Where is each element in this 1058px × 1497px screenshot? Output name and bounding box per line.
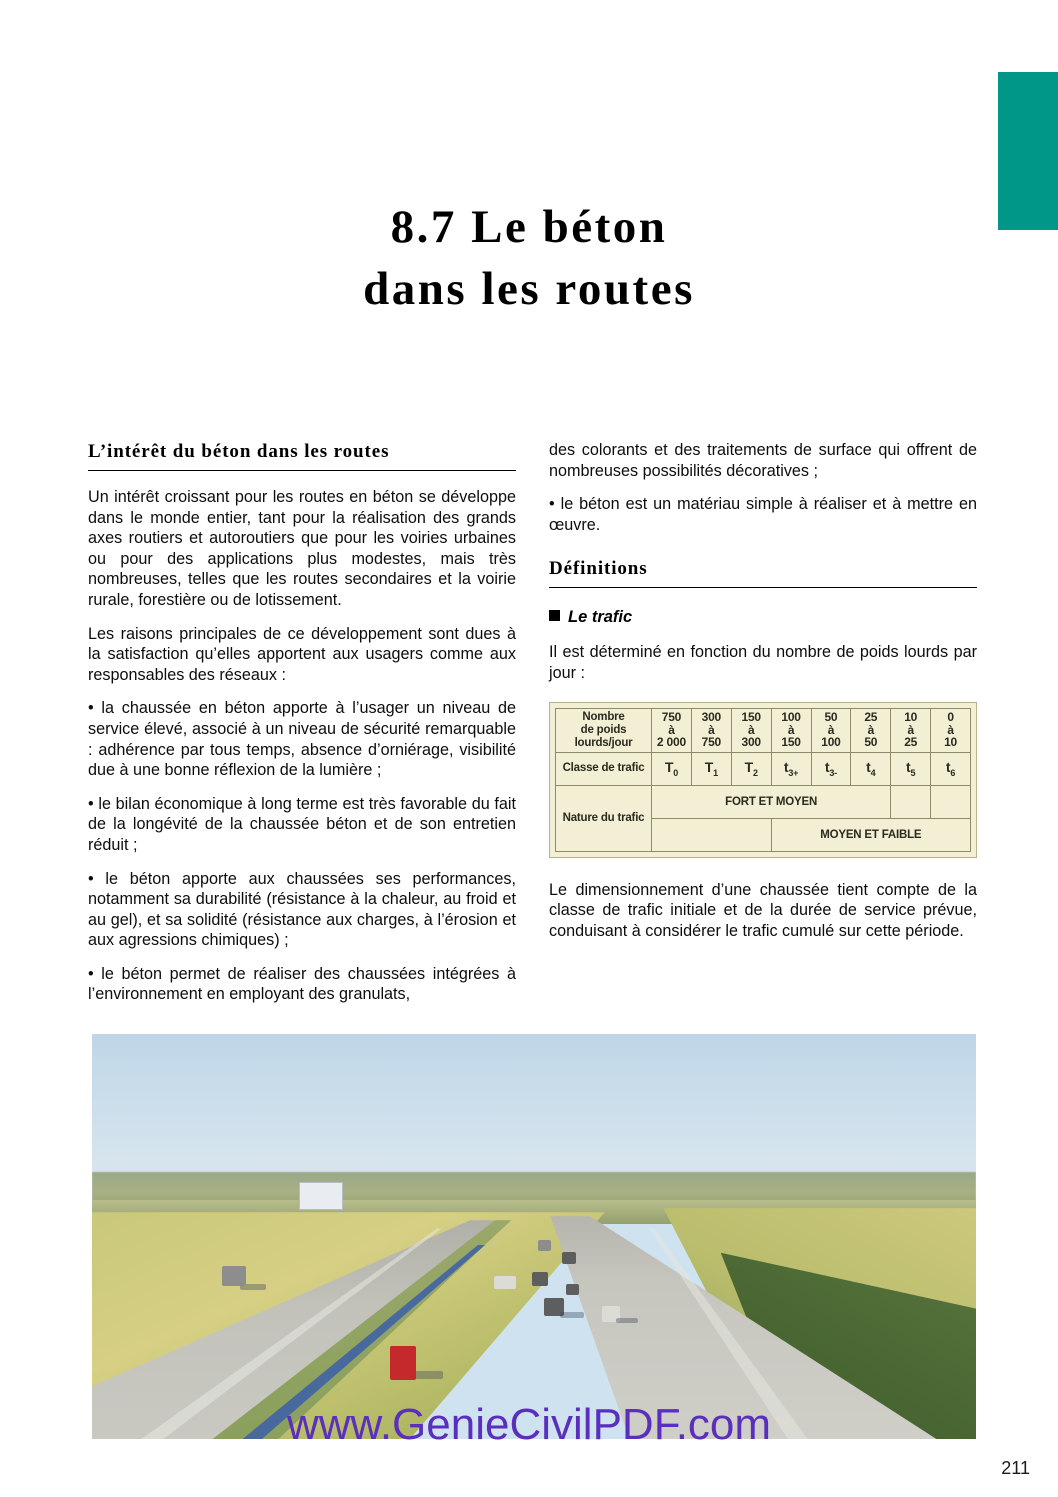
poids-to-4: 100 xyxy=(821,735,841,750)
cell-nature-fort-moyen: FORT ET MOYEN xyxy=(652,785,891,818)
label-poids-line1: Nombre xyxy=(582,710,625,723)
photo-car-red xyxy=(390,1346,416,1380)
classe-sub-3: 3+ xyxy=(788,767,799,778)
trafic-table-wrapper xyxy=(549,702,977,858)
paragraph-dimensionnement: Le dimensionnement d’une chaussée tient compte de la classe de trafic initiale et de la durée de service prévue, conduisant à considérer le trafic cumulé sur cette période. xyxy=(549,880,977,940)
poids-to-2: 300 xyxy=(741,735,761,750)
poids-from-0: 750 xyxy=(661,710,682,725)
cell-classe-5 xyxy=(851,752,891,785)
body-columns xyxy=(88,440,978,1018)
classe-base-4: t xyxy=(824,759,830,776)
classe-sub-5: 4 xyxy=(870,767,876,778)
poids-sep-0: à xyxy=(668,722,675,737)
classe-base-7: t xyxy=(945,759,951,776)
cell-poids-4 xyxy=(811,708,851,752)
paragraph-intro: Un intérêt croissant pour les routes en béton se développe dans le monde entier, tant pour la réalisation des grands axes routiers et autoroutiers que pour les voiries urbaines ou pour des applications plus modestes, mais très nombreuses, telles que les routes secondaires et la voirie rurale, forestière ou de lotissement. xyxy=(88,488,516,609)
classe-base-1: T xyxy=(704,759,714,776)
bullet-chaussee-beton: • la chaussée en béton apporte à l’usager un niveau de service élevé, associé à un niveau de sécurité remarquable : adhérence par tous temps, absence d’orniérage, visibilité due à une bonne réflexion de la lumière ; xyxy=(88,699,516,780)
definitions-rule xyxy=(549,587,977,588)
cell-poids-5 xyxy=(851,708,891,752)
subheading-le-trafic-label: Le trafic xyxy=(568,608,633,627)
poids-sep-6: à xyxy=(907,722,914,737)
cell-nature-fort-blank-2 xyxy=(931,785,971,818)
paragraph-trafic-intro: Il est déterminé en fonction du nombre de poids lourds par jour : xyxy=(549,643,977,682)
cell-classe-4 xyxy=(811,752,851,785)
classe-base-0: T xyxy=(664,759,674,776)
poids-from-2: 150 xyxy=(741,710,761,725)
cell-classe-3 xyxy=(771,752,811,785)
right-column xyxy=(549,440,977,1018)
page-title-line-2: dans les routes xyxy=(363,263,695,315)
poids-sep-7: à xyxy=(947,722,954,737)
table-row-poids xyxy=(556,708,971,752)
page-title-line-1: 8.7 Le béton xyxy=(390,201,668,253)
cell-poids-0 xyxy=(652,708,692,752)
subheading-le-trafic xyxy=(549,608,977,627)
paragraph-continuation: des colorants et des traitements de surface qui offrent de nombreuses possibilités décoratives ; xyxy=(549,441,977,480)
classe-sub-0: 0 xyxy=(673,767,679,778)
photo-car-distant xyxy=(562,1252,576,1264)
classe-base-5: t xyxy=(866,759,871,776)
cell-poids-1 xyxy=(691,708,731,752)
photo-car-grey xyxy=(222,1266,246,1286)
highway-photo xyxy=(92,1034,976,1439)
poids-to-3: 150 xyxy=(781,735,801,750)
cell-nature-moyen-blank xyxy=(652,818,772,851)
poids-sep-1: à xyxy=(708,722,715,737)
poids-from-5: 25 xyxy=(864,710,878,725)
classe-sub-6: 5 xyxy=(910,767,916,778)
label-poids-line3: lourds/jour xyxy=(574,736,633,749)
poids-to-0: 2 000 xyxy=(656,735,686,750)
poids-sep-3: à xyxy=(787,722,795,737)
classe-base-3: t xyxy=(783,759,789,776)
cell-poids-7 xyxy=(931,708,971,752)
section-heading-interet: L’intérêt du béton dans les routes xyxy=(88,441,390,462)
watermark: www.GenieCivilPDF.com xyxy=(286,1400,772,1449)
page-title xyxy=(0,196,1058,320)
poids-to-5: 50 xyxy=(864,735,878,750)
section-heading-definitions: Définitions xyxy=(549,558,648,580)
page-number: 211 xyxy=(1001,1458,1030,1478)
cell-nature-moyen-faible: MOYEN ET FAIBLE xyxy=(771,818,970,851)
classe-base-2: T xyxy=(744,759,753,776)
classe-sub-1: 1 xyxy=(713,767,718,778)
cell-nature-fort-blank-1 xyxy=(891,785,931,818)
classe-sub-2: 2 xyxy=(752,767,758,778)
photo-billboard xyxy=(299,1182,343,1210)
cell-label-classe: Classe de trafic xyxy=(556,752,652,785)
photo-car-shadow xyxy=(560,1312,584,1318)
photo-car-distant xyxy=(532,1272,548,1286)
cell-classe-6 xyxy=(891,752,931,785)
trafic-table xyxy=(555,708,971,852)
poids-to-7: 10 xyxy=(944,735,958,750)
cell-classe-0 xyxy=(652,752,692,785)
table-row-nature-fort xyxy=(556,785,971,818)
poids-sep-2: à xyxy=(747,722,755,737)
table-row-classe xyxy=(556,752,971,785)
cell-classe-1 xyxy=(691,752,731,785)
poids-sep-5: à xyxy=(867,722,875,737)
cell-poids-2 xyxy=(731,708,771,752)
classe-sub-7: 6 xyxy=(950,767,956,778)
poids-from-6: 10 xyxy=(904,710,918,725)
bullet-chaussees-integrees: • le béton permet de réaliser des chaussées intégrées à l’environnement en employant des granulats, xyxy=(88,964,516,1004)
cell-label-poids xyxy=(556,708,652,752)
photo-car-distant xyxy=(566,1284,579,1295)
poids-to-6: 25 xyxy=(904,735,918,750)
poids-from-7: 0 xyxy=(947,710,954,725)
photo-car-distant xyxy=(538,1240,551,1251)
poids-from-3: 100 xyxy=(781,710,801,725)
paragraph-raisons: Les raisons principales de ce développement sont dues à la satisfaction qu’elles apportent aux usagers comme aux responsables des réseaux : xyxy=(88,624,516,684)
bullet-bilan-economique: • le bilan économique à long terme est très favorable du fait de la longévité de la chaussée béton et de son entretien réduit ; xyxy=(88,794,516,854)
cell-poids-6 xyxy=(891,708,931,752)
poids-sep-4: à xyxy=(827,722,835,737)
classe-sub-4: 3- xyxy=(829,767,837,778)
square-bullet-icon xyxy=(549,610,560,621)
cell-label-nature: Nature du trafic xyxy=(556,785,652,851)
poids-from-1: 300 xyxy=(701,710,722,725)
cell-poids-3 xyxy=(771,708,811,752)
bullet-performances: • le béton apporte aux chaussées ses performances, notamment sa durabilité (résistance à la chaleur, au froid et au gel), et sa solidité (résistance aux charges, à l’érosion et aux agressions chimiques) ; xyxy=(88,869,516,950)
label-poids-line2: de poids xyxy=(580,723,627,736)
classe-base-6: t xyxy=(906,759,911,776)
poids-from-4: 50 xyxy=(824,710,838,725)
cell-classe-7 xyxy=(931,752,971,785)
photo-car-distant xyxy=(494,1276,516,1289)
left-column xyxy=(88,440,516,1018)
cell-classe-2 xyxy=(731,752,771,785)
bullet-materiau-simple: • le béton est un matériau simple à réaliser et à mettre en œuvre. xyxy=(549,495,977,534)
poids-to-1: 750 xyxy=(701,735,722,750)
heading-rule xyxy=(88,470,516,471)
photo-car-shadow xyxy=(616,1318,638,1323)
